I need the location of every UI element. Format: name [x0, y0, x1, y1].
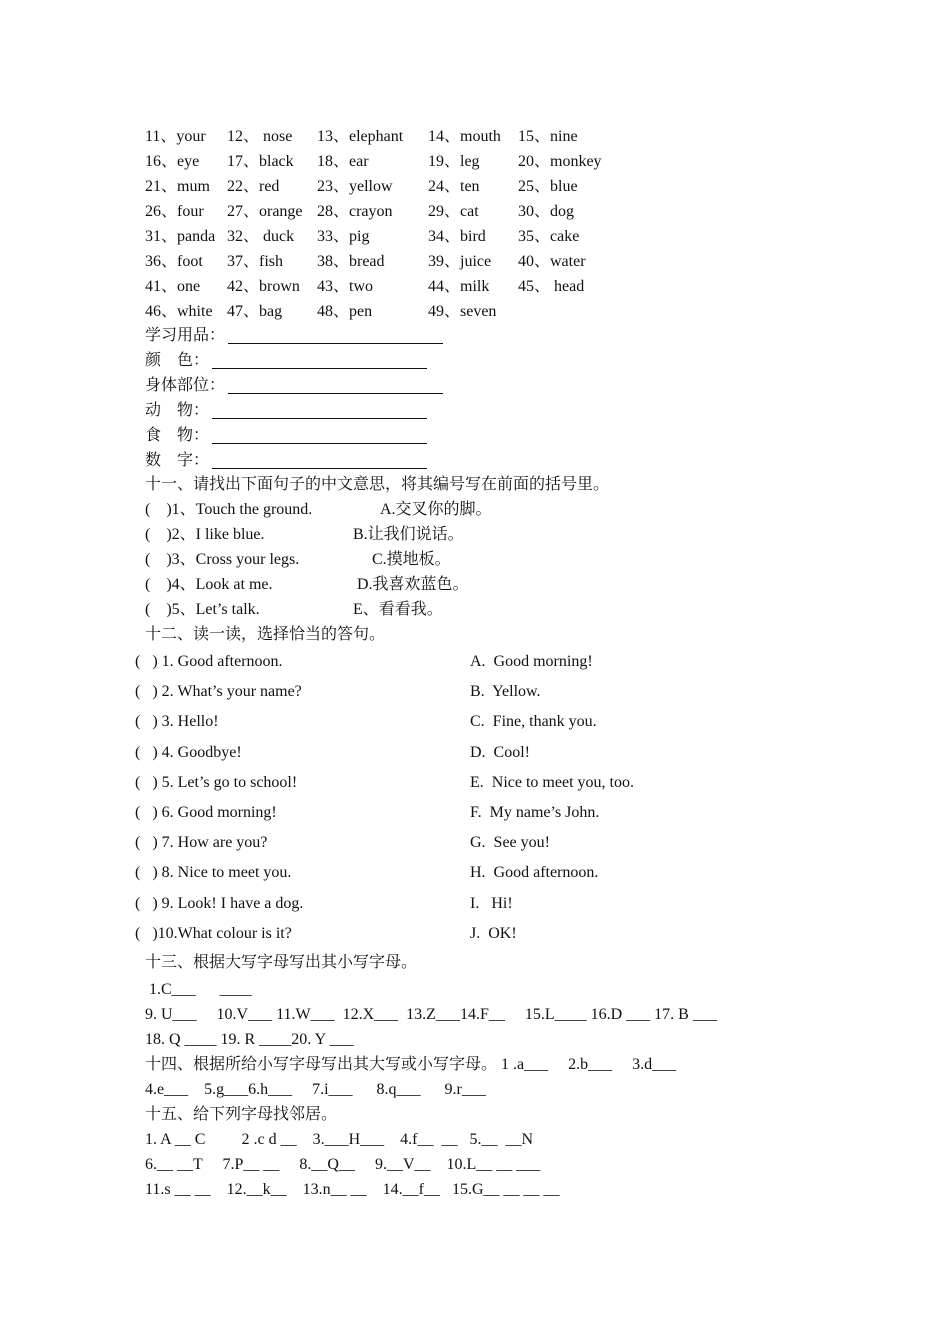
- word-item: 32、 duck: [227, 228, 295, 245]
- section-15-title: 十五、给下列字母找邻居。: [145, 1106, 338, 1123]
- response-option: G. See you!: [470, 834, 550, 852]
- word-item: 31、panda: [145, 228, 216, 245]
- word-item: 12、 nose: [227, 128, 293, 145]
- section-14-line-2: 4.e___ 5.g___6.h___ 7.i___ 8.q___ 9.r___: [145, 1081, 486, 1098]
- word-item: 43、two: [317, 278, 374, 295]
- category-line: [145, 448, 209, 473]
- section-12-title: 十二、读一读，选择恰当的答句。: [145, 626, 386, 643]
- word-item: 20、monkey: [518, 153, 602, 170]
- word-item: 42、brown: [227, 278, 300, 295]
- answer-blank[interactable]: [212, 418, 427, 419]
- word-item: 29、cat: [428, 203, 479, 220]
- section-13-line-2: 9. U___ 10.V___ 11.W___ 12.X___ 13.Z___14.F__ 15.L____ 16.D ___ 17. B ___: [145, 1006, 717, 1023]
- response-question: ( ) 9. Look! I have a dog.: [135, 894, 304, 912]
- match-answer: E、看看我。: [353, 601, 443, 618]
- match-question: ( )3、Cross your legs.: [145, 551, 300, 568]
- response-question: ( ) 6. Good morning!: [135, 804, 277, 821]
- word-item: 16、eye: [145, 153, 200, 170]
- match-answer: D.我喜欢蓝色。: [357, 576, 469, 593]
- category-line: [145, 348, 209, 373]
- category-line: [145, 398, 209, 423]
- word-item: 22、red: [227, 178, 280, 195]
- word-item: 19、leg: [428, 153, 480, 170]
- response-question: ( ) 2. What’s your name?: [135, 683, 302, 701]
- category-label: 数 字：: [145, 452, 210, 469]
- word-item: 44、milk: [428, 278, 490, 295]
- word-item: 25、blue: [518, 178, 578, 195]
- word-item: 13、elephant: [317, 128, 404, 145]
- word-item: 30、dog: [518, 203, 575, 220]
- match-question: ( )1、Touch the ground.: [145, 501, 313, 518]
- word-item: 36、foot: [145, 253, 203, 270]
- category-label: 身体部位：: [145, 377, 226, 394]
- response-option: D. Cool!: [470, 743, 530, 761]
- word-item: 18、ear: [317, 153, 369, 170]
- word-item: 23、yellow: [317, 178, 393, 195]
- category-line: [145, 373, 225, 398]
- section-11-title: 十一、请找出下面句子的中文意思，将其编号写在前面的括号里。: [145, 476, 610, 493]
- match-question: ( )2、I like blue.: [145, 526, 265, 543]
- category-label: 颜 色：: [145, 352, 210, 369]
- answer-blank[interactable]: [212, 368, 427, 369]
- response-question: ( ) 5. Let’s go to school!: [135, 773, 298, 791]
- word-item: 11、your: [145, 128, 206, 145]
- answer-blank[interactable]: [212, 468, 427, 469]
- word-item: 21、mum: [145, 178, 210, 195]
- section-15-line-3: 11.s __ __ 12.__k__ 13.n__ __ 14.__f__ 15.G__ __ __ __: [145, 1181, 560, 1198]
- word-item: 45、 head: [518, 278, 585, 295]
- word-item: 15、nine: [518, 128, 578, 145]
- response-option: F. My name’s John.: [470, 804, 600, 821]
- word-item: 47、bag: [227, 303, 283, 320]
- answer-blank[interactable]: [228, 343, 443, 344]
- match-answer: C.摸地板。: [372, 551, 451, 568]
- word-item: 40、water: [518, 253, 586, 270]
- word-item: 33、pig: [317, 228, 370, 245]
- response-option: C. Fine, thank you.: [470, 713, 597, 731]
- response-option: E. Nice to meet you, too.: [470, 773, 634, 791]
- match-question: ( )4、Look at me.: [145, 576, 273, 593]
- word-item: 27、orange: [227, 203, 303, 220]
- match-question: ( )5、Let’s talk.: [145, 601, 260, 618]
- category-label: 学习用品：: [145, 327, 226, 344]
- category-line: [145, 423, 209, 448]
- category-label: 动 物：: [145, 402, 210, 419]
- word-item: 37、fish: [227, 253, 284, 270]
- word-item: 35、cake: [518, 228, 580, 245]
- word-item: 24、ten: [428, 178, 480, 195]
- category-line: [145, 323, 225, 348]
- word-item: 46、white: [145, 303, 213, 320]
- word-item: 39、juice: [428, 253, 492, 270]
- word-item: 26、four: [145, 203, 204, 220]
- section-13-line-3: 18. Q ____ 19. R ____20. Y ___: [145, 1031, 354, 1048]
- response-question: ( )10.What colour is it?: [135, 924, 292, 942]
- response-option: H. Good afternoon.: [470, 864, 599, 882]
- response-question: ( ) 8. Nice to meet you.: [135, 864, 292, 882]
- word-item: 48、pen: [317, 303, 373, 320]
- response-option: I. Hi!: [470, 894, 513, 912]
- word-item: 17、black: [227, 153, 294, 170]
- section-13-line-1: 1.C___ ____: [145, 981, 252, 998]
- category-label: 食 物：: [145, 427, 210, 444]
- match-answer: A.交叉你的脚。: [380, 501, 492, 518]
- response-option: B. Yellow.: [470, 683, 541, 701]
- word-item: 49、seven: [428, 303, 497, 320]
- answer-blank[interactable]: [212, 443, 427, 444]
- match-answer: B.让我们说话。: [353, 526, 464, 543]
- section-13-title: 十三、根据大写字母写出其小写字母。: [145, 954, 418, 971]
- response-question: ( ) 3. Hello!: [135, 713, 219, 731]
- section-15-line-1: 1. A __ C 2 .c d __ 3.___H___ 4.f__ __ 5.__ __N: [145, 1131, 533, 1148]
- word-item: 14、mouth: [428, 128, 501, 145]
- response-question: ( ) 4. Goodbye!: [135, 743, 242, 761]
- response-question: ( ) 1. Good afternoon.: [135, 653, 283, 670]
- word-item: 28、crayon: [317, 203, 393, 220]
- response-question: ( ) 7. How are you?: [135, 834, 268, 852]
- section-15-line-2: 6.__ __T 7.P__ __ 8.__Q__ 9.__V__ 10.L__ __ ___: [145, 1156, 541, 1173]
- section-14-line-1: 十四、根据所给小写字母写出其大写或小写字母。 1 .a___ 2.b___ 3.d___: [145, 1056, 677, 1073]
- response-option: J. OK!: [470, 924, 517, 942]
- word-item: 38、bread: [317, 253, 385, 270]
- answer-blank[interactable]: [228, 393, 443, 394]
- word-item: 41、one: [145, 278, 201, 295]
- response-option: A. Good morning!: [470, 653, 593, 670]
- word-item: 34、bird: [428, 228, 486, 245]
